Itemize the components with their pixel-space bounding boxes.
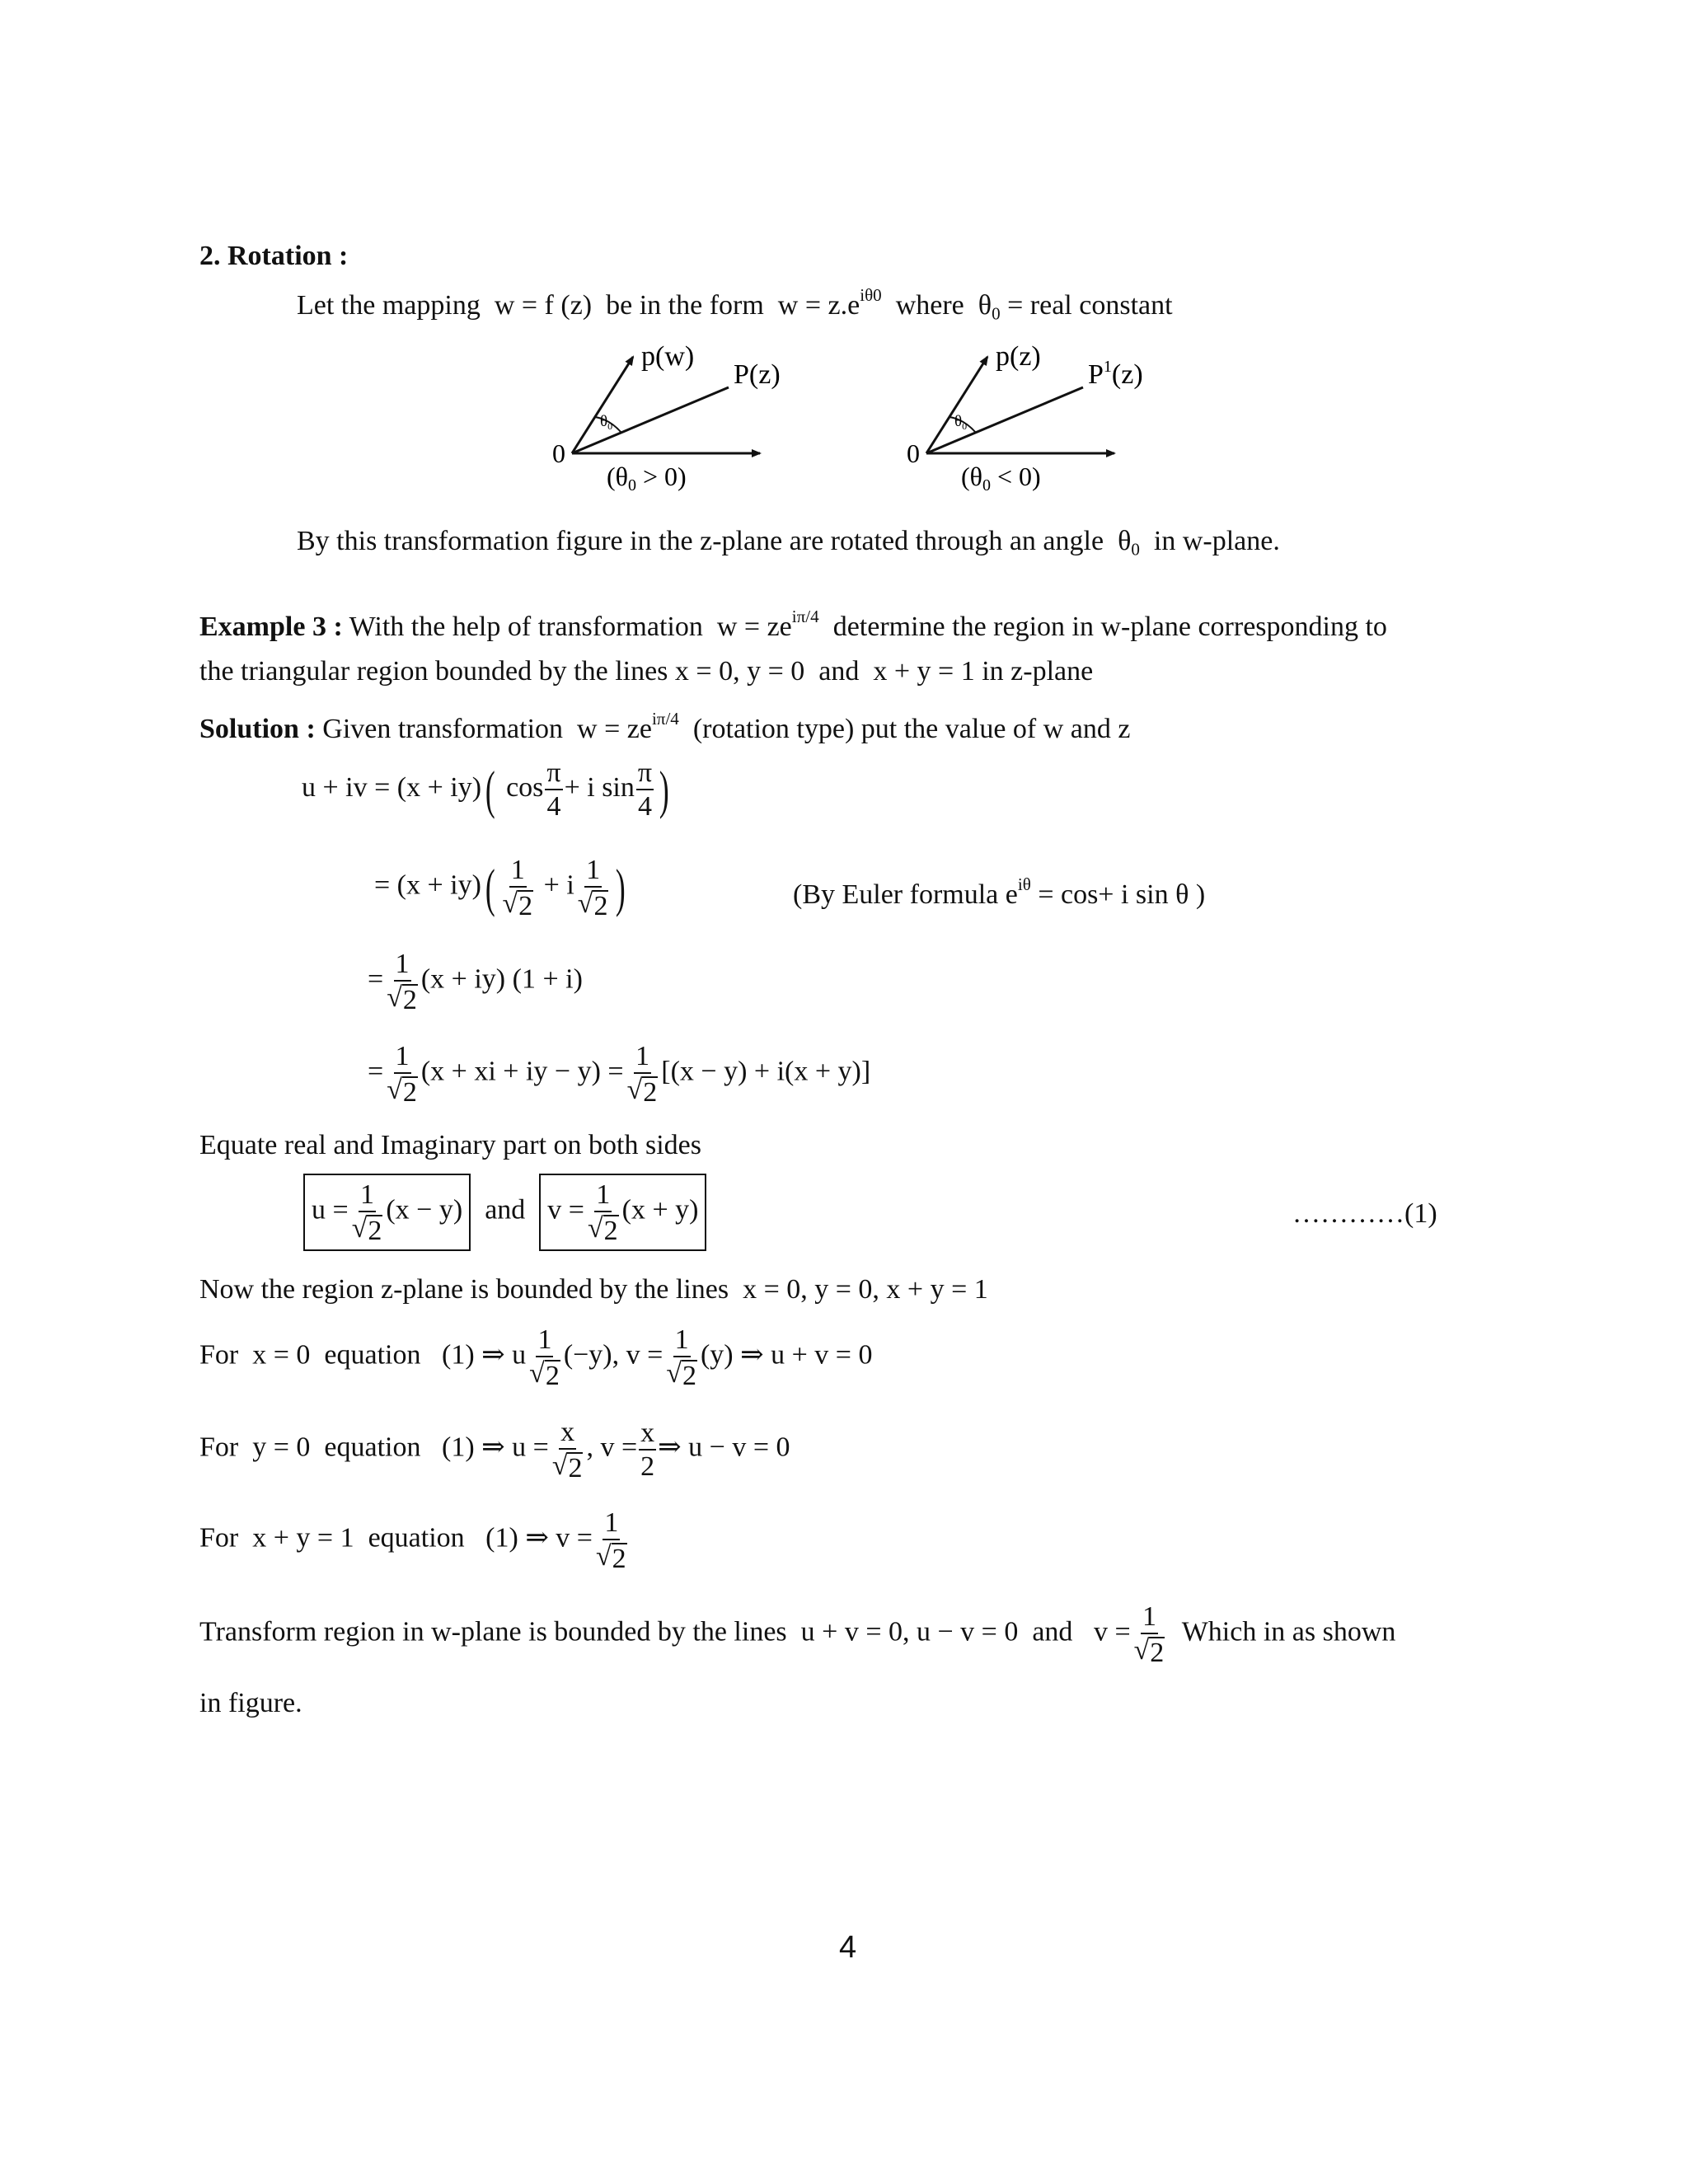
solution-eq: $w = ze^{i\pi/4}$	[577, 709, 679, 744]
diagram-left	[552, 342, 781, 494]
intro-eq-3: = real constant	[1007, 289, 1173, 321]
right-origin-label: 0	[907, 438, 920, 468]
conclusion-line-1: Transform region in w-plane is bounded by the lines u + v = 0, u − v = 0 and v = 1 √ 2 Which in as shown	[199, 1601, 1396, 1669]
u-result-box: u = 1 √ 2 (x − y)	[303, 1174, 471, 1251]
pi-over-4-a: $\frac{\pi}{4}$	[546, 757, 561, 823]
intro-line	[297, 287, 1173, 322]
left-original-vector	[572, 387, 729, 453]
example-line-2: the triangular region bounded by the lines x = 0, y = 0 and x + y = 1 in z-plane	[199, 656, 1094, 687]
v-result-box: v = 1 √ 2 (x + y)	[539, 1174, 706, 1251]
intro-eq-1: w = f (z)	[494, 289, 593, 321]
rotation-diagrams	[528, 342, 1154, 499]
example-label: Example 3 :	[199, 611, 343, 642]
conclusion-line-2: in figure.	[199, 1688, 302, 1718]
right-caption: (θ0 < 0)	[961, 462, 1041, 494]
one-over-root2-b: 1 √ 2	[577, 855, 608, 922]
solution-line: Solution : Given transformation $w = ze^{i\pi/4}$ (rotation type) put the value of w and z	[199, 709, 1131, 744]
note-theta: $\theta_0$	[1118, 526, 1140, 560]
left-point-label: P(z)	[734, 359, 781, 390]
equation-ref: …………(1)	[1292, 1198, 1437, 1229]
left-rotated-vector	[572, 357, 633, 453]
left-angle-label: $\theta_0$	[600, 413, 613, 432]
intro-eq-2: $w = z.e^{i\theta 0}$	[777, 285, 882, 321]
case-x-zero: For x = 0 equation (1) ⇒ u 1 √ 2 (−y), v = 1 √ 2 (y) ⇒ u + v = 0	[199, 1324, 873, 1392]
left-caption: (θ0 > 0)	[607, 462, 687, 494]
case-sum-one: For x + y = 1 equation (1) ⇒ v = 1 √ 2	[199, 1507, 626, 1575]
example-line-1: Example 3 : With the help of transformation $w = ze^{i\pi/4}$ determine the region in w-plane corresponding to	[199, 607, 1387, 642]
right-point-label: $P^1(z)$	[1088, 358, 1143, 390]
left-origin-label: 0	[552, 438, 565, 468]
step-3: = 1 √ 2 (x + iy) (1 + i)	[368, 949, 583, 1016]
intro-text-2: be in the form	[606, 289, 764, 321]
right-vector-label: p(z)	[996, 342, 1041, 372]
equate-text: Equate real and Imaginary part on both sides	[199, 1130, 701, 1160]
euler-note: (By Euler formula $e^{i\theta} = \cos+ i$ sin θ )	[793, 874, 1206, 910]
one-over-root2-a: 1 √ 2	[502, 855, 533, 922]
right-original-vector	[926, 387, 1083, 453]
region-line: Now the region z-plane is bounded by the lines x = 0, y = 0, x + y = 1	[199, 1274, 988, 1305]
step-2: = (x + iy)( 1 √ 2 + i 1 √ 2 )	[374, 855, 626, 922]
section-heading: 2. Rotation :	[199, 241, 349, 271]
right-rotated-vector	[926, 357, 987, 453]
left-vector-label: p(w)	[641, 342, 695, 372]
case-y-zero: For y = 0 equation (1) ⇒ u = x √ 2 , v = $\frac{x}{2}$ ⇒ u − v = 0	[199, 1417, 790, 1484]
step-4: = 1 √ 2 (x + xi + iy − y) = 1 √ 2 [(x − y) + i(x + y)]	[368, 1041, 871, 1108]
intro-theta: $\theta_0$	[978, 289, 1001, 324]
right-angle-label: $\theta_0$	[954, 413, 968, 432]
intro-text-1: Let the mapping	[297, 289, 481, 321]
pi-over-4-b: $\frac{\pi}{4}$	[637, 757, 653, 823]
diagram-right	[907, 342, 1143, 494]
rotation-note: By this transformation figure in the z-plane are rotated through an angle $\theta_0$ in w-plane.	[297, 526, 1280, 560]
solution-label: Solution :	[199, 713, 316, 744]
example-eq: $w = ze^{i\pi/4}$	[716, 607, 819, 642]
step-1: u + iv = (x + iy)( cos $\frac{\pi}{4}$ + i sin $\frac{\pi}{4}$ )	[302, 757, 669, 823]
boxed-results	[303, 1174, 706, 1251]
intro-text-3: where	[895, 289, 964, 321]
page-number: 4	[839, 1930, 857, 1965]
and-text: and	[485, 1194, 526, 1226]
